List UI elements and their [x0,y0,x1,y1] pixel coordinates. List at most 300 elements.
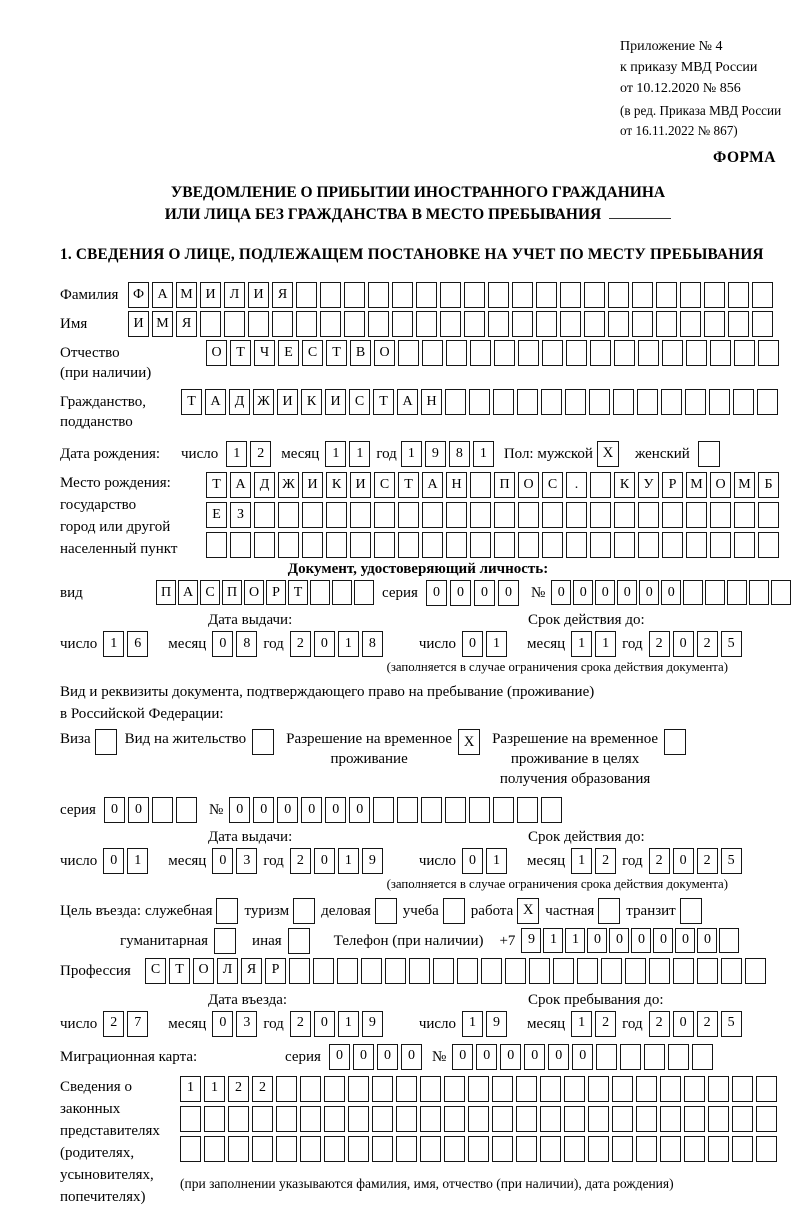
char-box[interactable] [493,389,514,415]
char-box[interactable] [708,1106,729,1132]
char-box[interactable] [577,958,598,984]
char-box[interactable] [710,532,731,558]
char-box[interactable]: Т [230,340,251,366]
char-box[interactable]: 0 [587,928,607,953]
char-box[interactable] [470,472,491,498]
char-box[interactable]: А [230,472,251,498]
char-box[interactable] [540,1106,561,1132]
char-box[interactable] [566,340,587,366]
char-box[interactable] [518,340,539,366]
char-box[interactable] [719,928,739,953]
char-box[interactable] [684,1106,705,1132]
char-box[interactable] [661,389,682,415]
char-box[interactable]: С [349,389,370,415]
char-box[interactable] [590,502,611,528]
char-box[interactable]: М [686,472,707,498]
char-box[interactable] [684,1076,705,1102]
char-box[interactable] [565,389,586,415]
char-box[interactable] [656,311,677,337]
char-box[interactable] [727,580,747,605]
char-box[interactable] [326,502,347,528]
char-box[interactable]: З [230,502,251,528]
char-box[interactable] [540,1136,561,1162]
char-box[interactable]: Л [217,958,238,984]
char-box[interactable] [721,958,742,984]
char-box[interactable] [637,389,658,415]
char-box[interactable]: 5 [721,848,742,874]
char-box[interactable] [324,1136,345,1162]
char-box[interactable] [732,1136,753,1162]
char-box[interactable]: 2 [649,631,670,657]
char-box[interactable]: Т [288,580,308,605]
char-box[interactable] [344,311,365,337]
char-box[interactable]: 0 [675,928,695,953]
char-box[interactable] [350,532,371,558]
char-box[interactable] [614,532,635,558]
char-box[interactable]: Я [241,958,262,984]
char-box[interactable] [278,532,299,558]
char-box[interactable]: 2 [228,1076,249,1102]
char-box[interactable] [608,282,629,308]
char-box[interactable] [348,1076,369,1102]
char-box[interactable] [374,502,395,528]
char-box[interactable]: М [734,472,755,498]
char-box[interactable] [590,340,611,366]
char-box[interactable]: 0 [551,580,571,605]
char-box[interactable] [636,1076,657,1102]
char-box[interactable]: 1 [338,848,359,874]
char-box[interactable]: А [152,282,173,308]
char-box[interactable]: О [244,580,264,605]
char-box[interactable] [685,389,706,415]
char-box[interactable] [541,797,562,823]
char-box[interactable] [469,389,490,415]
char-box[interactable] [589,389,610,415]
char-box[interactable]: 0 [301,797,322,823]
char-box[interactable] [734,340,755,366]
char-box[interactable] [481,958,502,984]
char-box[interactable] [612,1076,633,1102]
char-box[interactable]: Е [278,340,299,366]
char-box[interactable] [296,282,317,308]
char-box[interactable] [457,958,478,984]
char-box[interactable] [320,311,341,337]
char-box[interactable] [224,311,245,337]
char-box[interactable] [512,282,533,308]
char-box[interactable] [516,1106,537,1132]
char-box[interactable]: 2 [697,848,718,874]
char-box[interactable] [248,311,269,337]
char-box[interactable] [206,532,227,558]
char-box[interactable] [596,1044,617,1070]
char-box[interactable] [684,1136,705,1162]
char-box[interactable]: 8 [362,631,383,657]
char-box[interactable] [542,502,563,528]
char-box[interactable]: О [710,472,731,498]
char-box[interactable] [662,340,683,366]
char-box[interactable] [409,958,430,984]
char-box[interactable] [440,282,461,308]
char-box[interactable] [440,311,461,337]
char-box[interactable]: 1 [543,928,563,953]
purpose-other-checkbox[interactable] [288,928,310,954]
char-box[interactable]: 0 [573,580,593,605]
char-box[interactable]: 3 [236,848,257,874]
char-box[interactable]: 1 [338,1011,359,1037]
char-box[interactable]: 0 [450,580,471,606]
char-box[interactable]: Ф [128,282,149,308]
char-box[interactable] [517,389,538,415]
char-box[interactable] [469,797,490,823]
char-box[interactable] [276,1106,297,1132]
char-box[interactable]: 1 [473,441,494,467]
char-box[interactable] [445,797,466,823]
char-box[interactable]: 0 [229,797,250,823]
char-box[interactable]: 0 [314,848,335,874]
char-box[interactable]: 2 [290,631,311,657]
char-box[interactable]: А [178,580,198,605]
char-box[interactable]: 1 [571,848,592,874]
char-box[interactable] [446,340,467,366]
char-box[interactable]: 0 [548,1044,569,1070]
char-box[interactable] [660,1136,681,1162]
char-box[interactable] [686,502,707,528]
char-box[interactable] [470,340,491,366]
char-box[interactable] [468,1136,489,1162]
char-box[interactable] [564,1136,585,1162]
char-box[interactable] [494,340,515,366]
char-box[interactable] [649,958,670,984]
char-box[interactable]: 0 [462,631,483,657]
char-box[interactable]: 8 [449,441,470,467]
purpose-official-checkbox[interactable] [216,898,238,924]
char-box[interactable]: 1 [103,631,124,657]
purpose-tourism-checkbox[interactable] [293,898,315,924]
char-box[interactable]: 0 [314,631,335,657]
char-box[interactable] [337,958,358,984]
char-box[interactable] [300,1076,321,1102]
char-box[interactable] [372,1076,393,1102]
char-box[interactable]: Т [206,472,227,498]
char-box[interactable] [368,311,389,337]
char-box[interactable] [470,502,491,528]
char-box[interactable] [464,282,485,308]
char-box[interactable]: П [156,580,176,605]
char-box[interactable]: Н [421,389,442,415]
char-box[interactable] [518,502,539,528]
char-box[interactable]: 1 [325,441,346,467]
char-box[interactable]: 0 [609,928,629,953]
char-box[interactable]: И [325,389,346,415]
char-box[interactable]: 9 [425,441,446,467]
char-box[interactable] [152,797,173,823]
char-box[interactable] [228,1136,249,1162]
char-box[interactable] [584,311,605,337]
char-box[interactable]: 0 [639,580,659,605]
char-box[interactable] [468,1076,489,1102]
char-box[interactable] [536,311,557,337]
char-box[interactable] [398,502,419,528]
char-box[interactable] [704,311,725,337]
sex-male-checkbox[interactable]: X [597,441,619,467]
char-box[interactable] [204,1106,225,1132]
option-visa-checkbox[interactable] [95,729,117,755]
char-box[interactable]: С [542,472,563,498]
char-box[interactable] [564,1106,585,1132]
char-box[interactable]: 0 [661,580,681,605]
char-box[interactable]: 0 [673,631,694,657]
char-box[interactable] [396,1076,417,1102]
char-box[interactable]: А [397,389,418,415]
char-box[interactable] [612,1136,633,1162]
char-box[interactable]: 2 [595,1011,616,1037]
char-box[interactable] [313,958,334,984]
char-box[interactable]: Л [224,282,245,308]
char-box[interactable] [433,958,454,984]
char-box[interactable]: К [326,472,347,498]
char-box[interactable]: С [145,958,166,984]
char-box[interactable] [392,282,413,308]
char-box[interactable] [324,1106,345,1132]
char-box[interactable]: 0 [500,1044,521,1070]
char-box[interactable]: 0 [572,1044,593,1070]
char-box[interactable]: 0 [212,1011,233,1037]
char-box[interactable] [756,1076,777,1102]
char-box[interactable] [697,958,718,984]
char-box[interactable]: Т [169,958,190,984]
char-box[interactable] [588,1136,609,1162]
char-box[interactable]: 0 [476,1044,497,1070]
char-box[interactable] [422,502,443,528]
char-box[interactable]: 2 [250,441,271,467]
char-box[interactable]: 0 [329,1044,350,1070]
char-box[interactable]: Т [326,340,347,366]
char-box[interactable] [704,282,725,308]
char-box[interactable] [372,1136,393,1162]
char-box[interactable] [421,797,442,823]
char-box[interactable] [354,580,374,605]
char-box[interactable] [588,1106,609,1132]
char-box[interactable]: Д [254,472,275,498]
char-box[interactable] [310,580,330,605]
char-box[interactable] [709,389,730,415]
char-box[interactable] [590,472,611,498]
purpose-business-checkbox[interactable] [375,898,397,924]
char-box[interactable] [518,532,539,558]
char-box[interactable]: 0 [314,1011,335,1037]
char-box[interactable]: 2 [649,1011,670,1037]
char-box[interactable] [422,532,443,558]
char-box[interactable]: Б [758,472,779,498]
char-box[interactable] [344,282,365,308]
char-box[interactable] [660,1106,681,1132]
char-box[interactable]: 2 [290,1011,311,1037]
char-box[interactable]: 9 [362,848,383,874]
char-box[interactable] [420,1136,441,1162]
char-box[interactable]: О [374,340,395,366]
char-box[interactable] [326,532,347,558]
char-box[interactable] [758,340,779,366]
char-box[interactable] [372,1106,393,1132]
char-box[interactable] [176,797,197,823]
char-box[interactable]: И [200,282,221,308]
char-box[interactable]: С [374,472,395,498]
char-box[interactable]: 1 [401,441,422,467]
char-box[interactable] [276,1136,297,1162]
char-box[interactable] [636,1136,657,1162]
char-box[interactable] [745,958,766,984]
char-box[interactable]: 2 [103,1011,124,1037]
char-box[interactable] [680,282,701,308]
char-box[interactable]: Р [265,958,286,984]
char-box[interactable] [494,532,515,558]
char-box[interactable] [734,502,755,528]
char-box[interactable] [542,340,563,366]
char-box[interactable] [625,958,646,984]
char-box[interactable] [771,580,791,605]
char-box[interactable]: 9 [362,1011,383,1037]
char-box[interactable]: И [248,282,269,308]
char-box[interactable] [254,502,275,528]
char-box[interactable]: Т [398,472,419,498]
char-box[interactable]: 1 [486,848,507,874]
char-box[interactable]: 9 [521,928,541,953]
char-box[interactable] [613,389,634,415]
char-box[interactable] [683,580,703,605]
char-box[interactable] [708,1136,729,1162]
char-box[interactable] [385,958,406,984]
char-box[interactable] [612,1106,633,1132]
char-box[interactable] [512,311,533,337]
char-box[interactable]: 1 [571,1011,592,1037]
char-box[interactable]: О [518,472,539,498]
char-box[interactable] [302,532,323,558]
char-box[interactable] [710,502,731,528]
char-box[interactable] [348,1136,369,1162]
char-box[interactable] [732,1076,753,1102]
char-box[interactable] [673,958,694,984]
char-box[interactable]: 2 [595,848,616,874]
char-box[interactable]: 1 [571,631,592,657]
char-box[interactable]: У [638,472,659,498]
char-box[interactable]: 2 [290,848,311,874]
char-box[interactable]: А [205,389,226,415]
char-box[interactable] [368,282,389,308]
char-box[interactable] [446,502,467,528]
char-box[interactable]: 1 [486,631,507,657]
char-box[interactable]: С [200,580,220,605]
char-box[interactable]: 1 [349,441,370,467]
char-box[interactable]: Т [373,389,394,415]
char-box[interactable]: К [614,472,635,498]
char-box[interactable]: 1 [595,631,616,657]
char-box[interactable]: 5 [721,1011,742,1037]
char-box[interactable] [420,1076,441,1102]
char-box[interactable]: Т [181,389,202,415]
char-box[interactable] [638,532,659,558]
char-box[interactable] [516,1136,537,1162]
char-box[interactable] [392,311,413,337]
char-box[interactable] [492,1076,513,1102]
char-box[interactable]: 0 [401,1044,422,1070]
char-box[interactable] [516,1076,537,1102]
char-box[interactable] [614,502,635,528]
option-temp-residence-education-checkbox[interactable] [664,729,686,755]
char-box[interactable] [300,1106,321,1132]
char-box[interactable] [756,1136,777,1162]
char-box[interactable] [758,532,779,558]
purpose-work-checkbox[interactable]: X [517,898,539,924]
char-box[interactable] [228,1106,249,1132]
char-box[interactable]: 0 [631,928,651,953]
char-box[interactable] [705,580,725,605]
char-box[interactable]: Я [272,282,293,308]
char-box[interactable]: Ж [253,389,274,415]
char-box[interactable]: К [301,389,322,415]
char-box[interactable]: . [566,472,587,498]
char-box[interactable] [728,311,749,337]
char-box[interactable] [614,340,635,366]
char-box[interactable] [180,1136,201,1162]
option-residence-permit-checkbox[interactable] [252,729,274,755]
purpose-private-checkbox[interactable] [598,898,620,924]
char-box[interactable]: Н [446,472,467,498]
char-box[interactable]: О [193,958,214,984]
char-box[interactable]: Ч [254,340,275,366]
purpose-humanitarian-checkbox[interactable] [214,928,236,954]
char-box[interactable] [230,532,251,558]
char-box[interactable] [710,340,731,366]
char-box[interactable] [464,311,485,337]
char-box[interactable]: 1 [565,928,585,953]
char-box[interactable] [488,282,509,308]
char-box[interactable] [350,502,371,528]
char-box[interactable] [734,532,755,558]
purpose-transit-checkbox[interactable] [680,898,702,924]
char-box[interactable] [560,282,581,308]
char-box[interactable] [348,1106,369,1132]
char-box[interactable]: П [494,472,515,498]
char-box[interactable]: 0 [377,1044,398,1070]
char-box[interactable] [668,1044,689,1070]
char-box[interactable]: И [350,472,371,498]
char-box[interactable] [444,1136,465,1162]
char-box[interactable] [320,282,341,308]
char-box[interactable] [749,580,769,605]
char-box[interactable] [656,282,677,308]
char-box[interactable]: 0 [673,1011,694,1037]
char-box[interactable] [540,1076,561,1102]
char-box[interactable]: 0 [277,797,298,823]
char-box[interactable] [517,797,538,823]
char-box[interactable]: 3 [236,1011,257,1037]
char-box[interactable]: 0 [212,631,233,657]
char-box[interactable]: 7 [127,1011,148,1037]
char-box[interactable] [494,502,515,528]
char-box[interactable]: 0 [212,848,233,874]
char-box[interactable]: А [422,472,443,498]
char-box[interactable]: 0 [353,1044,374,1070]
char-box[interactable]: 0 [452,1044,473,1070]
char-box[interactable] [752,282,773,308]
char-box[interactable] [302,502,323,528]
char-box[interactable]: 1 [204,1076,225,1102]
char-box[interactable] [708,1076,729,1102]
char-box[interactable]: 2 [649,848,670,874]
char-box[interactable] [416,311,437,337]
char-box[interactable]: 1 [462,1011,483,1037]
char-box[interactable]: 0 [673,848,694,874]
